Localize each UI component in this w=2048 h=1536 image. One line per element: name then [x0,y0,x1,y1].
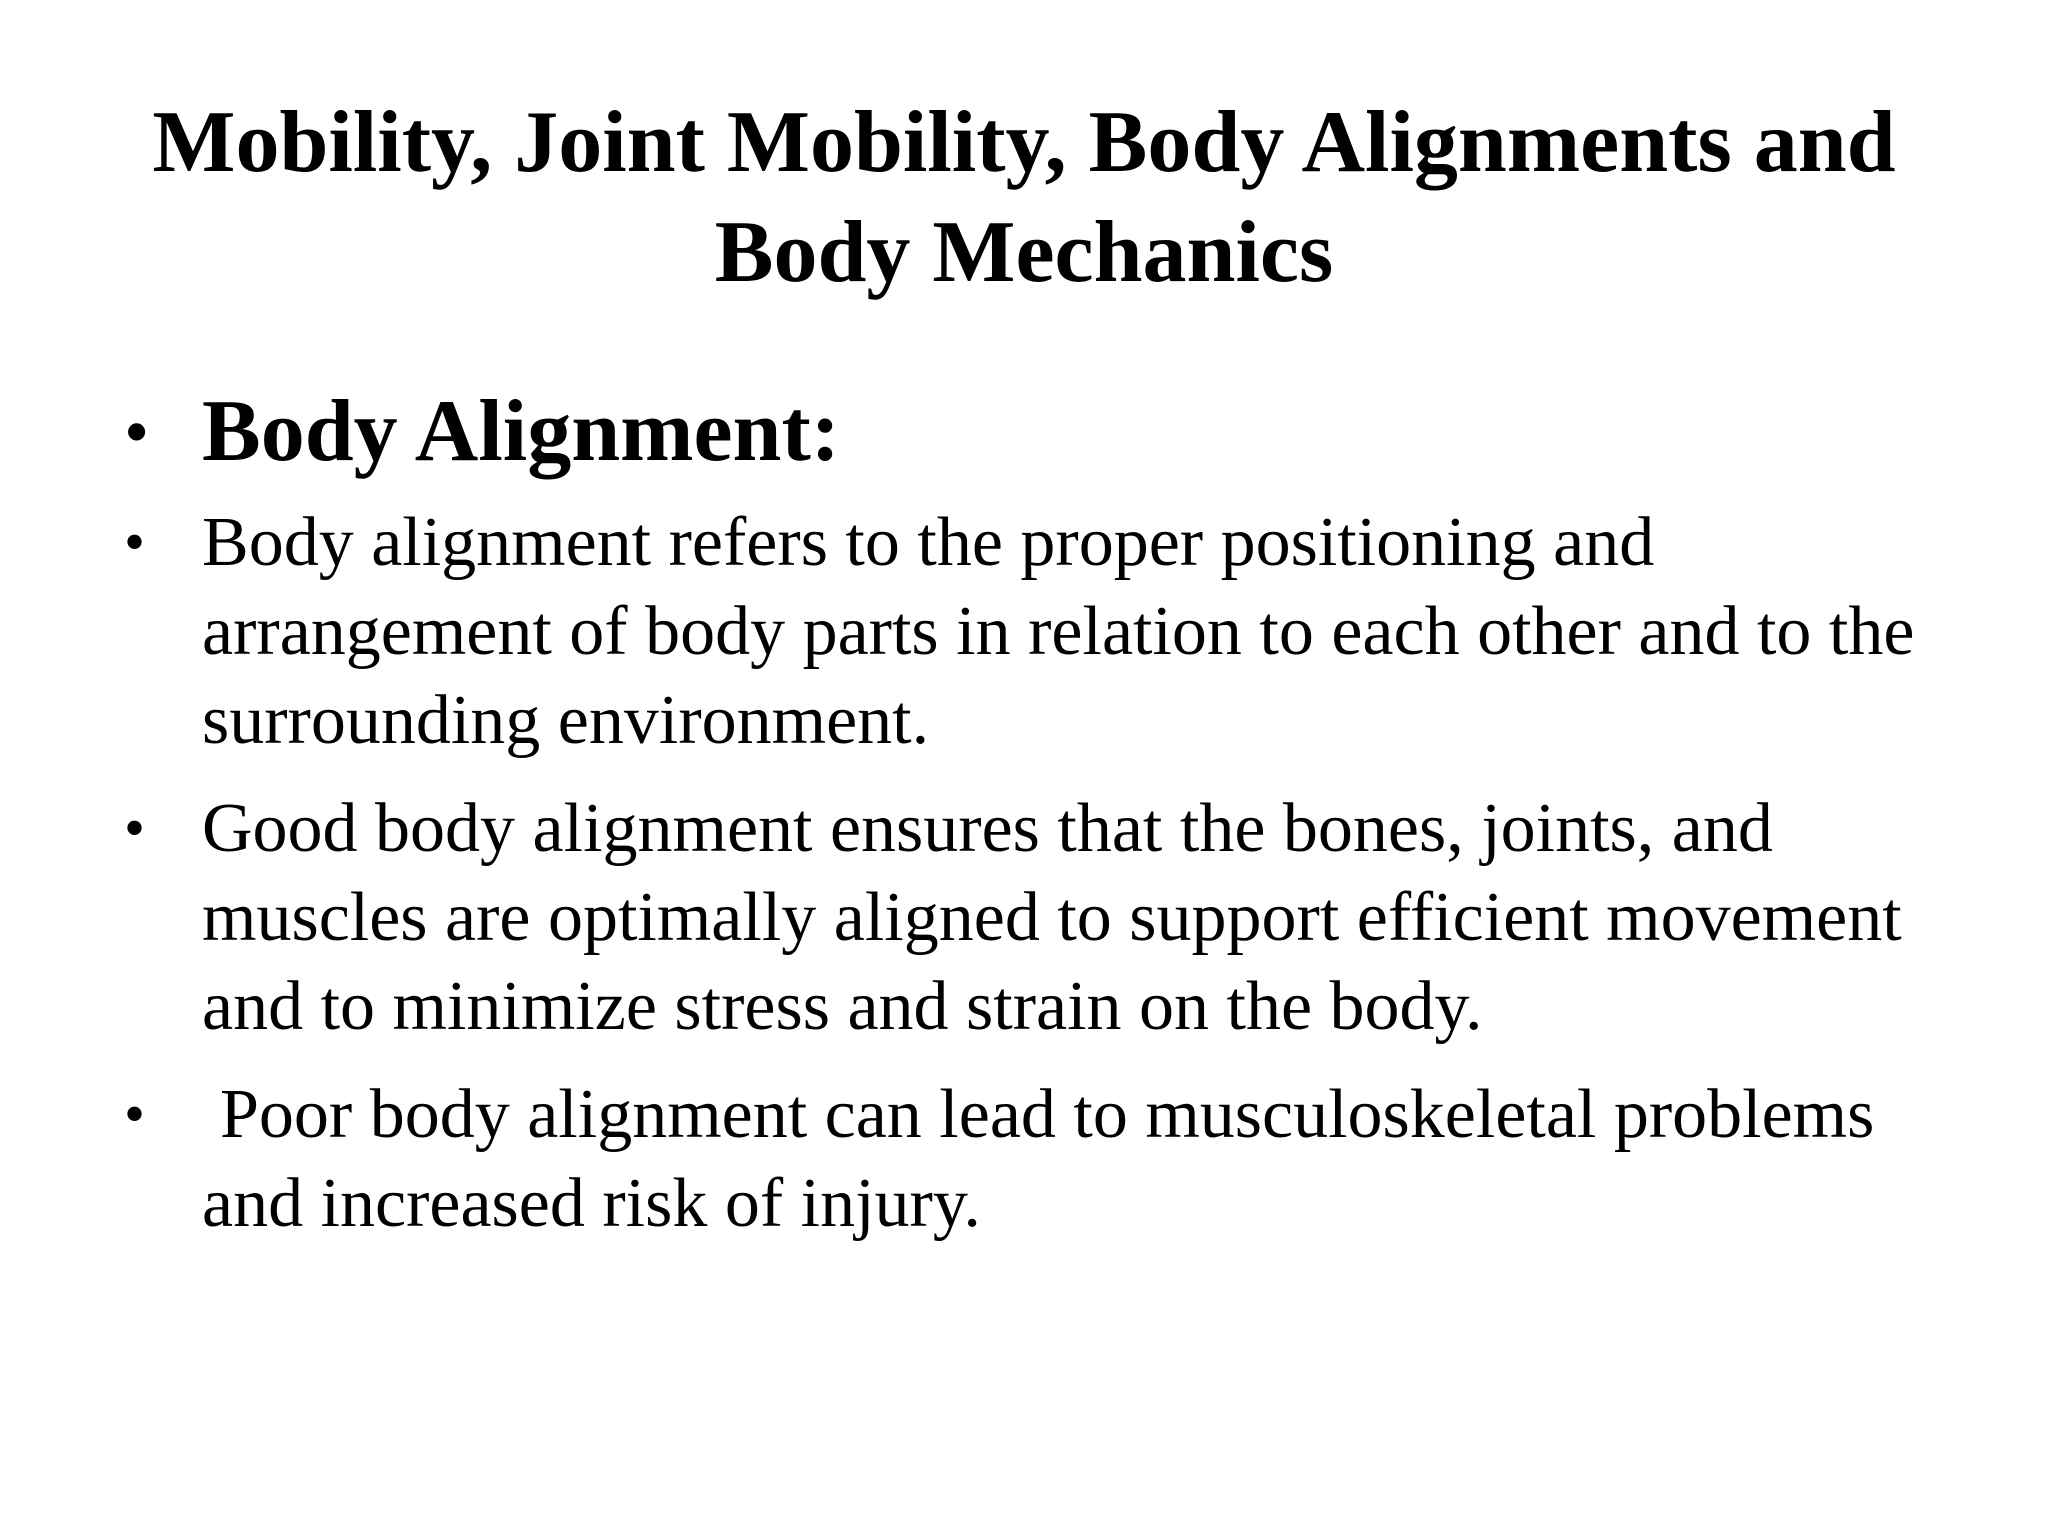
bullet-text: Body alignment refers to the proper positioning and arrangement of body parts in relation to each other and to the surrounding environment. [202,504,1915,759]
bullet-text: Poor body alignment can lead to musculoskeletal problems and increased risk of injury. [202,1076,1875,1242]
bullet-heading [120,380,1960,484]
bullet-list [120,380,1960,1267]
bullet-icon: • [124,509,146,575]
heading-text: Body Alignment: [202,383,841,480]
bullet-item [120,784,1960,1051]
bullet-icon: • [124,795,146,861]
bullet-icon: • [124,1081,146,1147]
bullet-icon: • [124,392,150,472]
slide-title: Mobility, Joint Mobility, Body Alignments and Body Mechanics [152,94,1896,301]
bullet-item [120,1070,1960,1248]
bullet-text: Good body alignment ensures that the bones, joints, and muscles are optimally aligned to support efficient movement and to minimize stress and strain on the body. [202,790,1902,1045]
bullet-item [120,498,1960,765]
